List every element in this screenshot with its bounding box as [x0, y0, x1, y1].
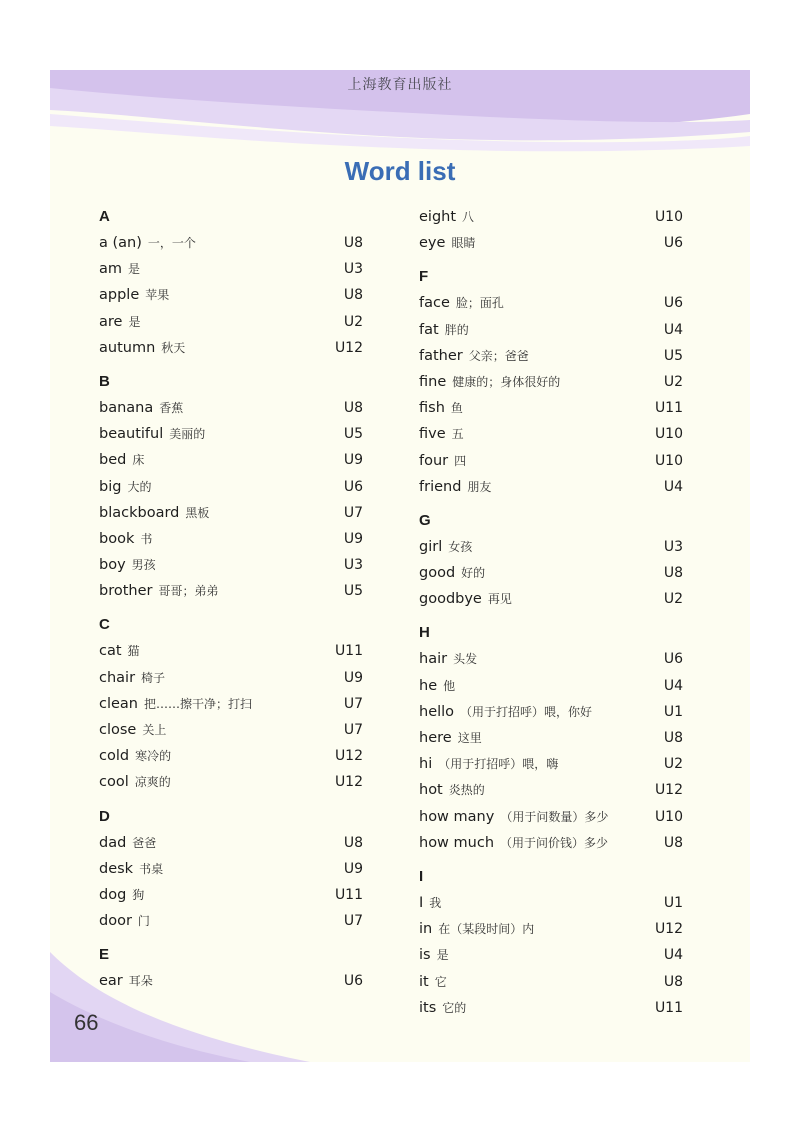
section-letter: D: [99, 807, 110, 825]
entry-word: apple: [99, 287, 140, 304]
entry-unit: U8: [663, 834, 683, 851]
entry-word: blackboard: [99, 504, 180, 521]
section-gap: [419, 856, 683, 864]
entry-meaning: 门: [137, 914, 150, 929]
entry-word: eye: [419, 235, 446, 252]
word-entry: [419, 777, 683, 803]
entry-unit: U7: [343, 722, 363, 738]
entry-word: I: [419, 894, 424, 911]
entry-word: hair: [419, 651, 448, 668]
entry-unit: U6: [663, 235, 683, 252]
word-entry: [99, 282, 363, 308]
word-entry: [419, 804, 683, 830]
entry-word: dad: [99, 834, 127, 851]
entry-word: good: [419, 565, 456, 582]
entry-word: how many: [419, 808, 495, 825]
word-entry: [99, 717, 363, 743]
word-entry: [99, 769, 363, 795]
entry-meaning: 爸爸: [132, 835, 157, 850]
entry-word: father: [419, 347, 463, 364]
word-entry: [419, 534, 683, 560]
entry-word: hello: [419, 703, 455, 720]
entry-meaning: 女孩: [448, 539, 473, 554]
entry-meaning: （用于问价钱）多少: [500, 835, 609, 850]
page-number: 66: [74, 1010, 99, 1035]
word-entry: [419, 942, 683, 968]
entry-unit: U10: [654, 426, 683, 443]
entry-meaning: 好的: [461, 566, 486, 581]
word-entry: [419, 230, 683, 256]
entry-unit: U5: [663, 347, 683, 364]
word-list-right-column: [419, 204, 683, 1021]
entry-unit: U4: [663, 478, 683, 495]
word-entry: [419, 421, 683, 447]
entry-word: ear: [99, 973, 123, 990]
word-entry: [419, 560, 683, 586]
entry-unit: U7: [343, 695, 363, 712]
entry-unit: U5: [343, 426, 363, 443]
entry-unit: U12: [654, 782, 683, 799]
entry-meaning: 鱼: [450, 401, 463, 416]
entry-word: four: [419, 452, 449, 469]
entry-word: dog: [99, 886, 127, 903]
entry-word: five: [419, 426, 446, 443]
entry-word: chair: [99, 669, 136, 686]
entry-unit: U8: [663, 730, 683, 746]
entry-meaning: 他: [443, 678, 456, 693]
word-entry: [99, 421, 363, 447]
section-gap: [99, 361, 363, 369]
word-entry: [419, 830, 683, 856]
entry-word: girl: [419, 538, 443, 555]
entry-unit: U10: [654, 209, 683, 225]
entry-word: fine: [419, 373, 447, 390]
entry-unit: U6: [343, 973, 363, 990]
word-entry: [99, 968, 363, 994]
word-entry: [419, 448, 683, 474]
entry-word: boy: [99, 557, 126, 574]
entry-meaning: 在（某段时间）内: [438, 922, 535, 937]
entry-meaning: 胖的: [444, 322, 469, 337]
entry-word: are: [99, 313, 123, 330]
section-letter: E: [99, 946, 110, 964]
entry-meaning: 美丽的: [169, 427, 206, 442]
word-entry: [419, 474, 683, 500]
entry-meaning: 书: [140, 531, 153, 546]
entry-unit: U10: [654, 808, 683, 825]
entry-word: cold: [99, 748, 130, 765]
word-entry: [99, 309, 363, 335]
entry-unit: U12: [334, 339, 363, 356]
word-entry: [419, 343, 683, 369]
entry-unit: U6: [343, 478, 363, 495]
word-entry: [99, 856, 363, 882]
entry-unit: U11: [334, 643, 363, 660]
word-entry: [99, 882, 363, 908]
entry-meaning: 把……擦干净；打扫: [144, 696, 253, 711]
entry-meaning: 椅子: [141, 670, 166, 685]
entry-meaning: 狗: [132, 887, 145, 902]
entry-meaning: 书桌: [139, 861, 164, 876]
entry-unit: U8: [663, 565, 683, 582]
word-entry: [99, 447, 363, 473]
entry-meaning: 凉爽的: [134, 775, 171, 790]
word-entry: [99, 665, 363, 691]
entry-unit: U11: [654, 400, 683, 417]
section-gap: [99, 604, 363, 612]
entry-word: close: [99, 722, 137, 738]
entry-unit: U2: [663, 373, 683, 390]
entry-meaning: 猫: [127, 644, 140, 659]
entry-unit: U12: [654, 921, 683, 938]
word-entry: [99, 830, 363, 856]
section-letter: H: [419, 624, 430, 642]
entry-meaning: 眼睛: [451, 236, 476, 251]
entry-unit: U10: [654, 452, 683, 469]
entry-word: here: [419, 730, 452, 746]
section-letter: F: [419, 268, 429, 286]
entry-unit: U8: [343, 834, 363, 851]
entry-word: fat: [419, 321, 439, 338]
entry-unit: U11: [334, 886, 363, 903]
word-entry: [419, 969, 683, 995]
entry-word: door: [99, 913, 132, 930]
section-gap: [419, 500, 683, 508]
entry-meaning: 它的: [442, 1000, 467, 1015]
section-letter: A: [99, 208, 110, 225]
entry-unit: U2: [343, 313, 363, 330]
word-entry: [419, 586, 683, 612]
entry-unit: U3: [343, 261, 363, 278]
entry-word: is: [419, 947, 431, 964]
entry-unit: U6: [663, 651, 683, 668]
entry-word: a (an): [99, 235, 142, 251]
entry-meaning: 寒冷的: [135, 749, 172, 764]
entry-unit: U12: [334, 748, 363, 765]
entry-word: desk: [99, 860, 134, 877]
entry-meaning: 黑板: [185, 505, 210, 520]
entry-unit: U7: [343, 913, 363, 930]
word-entry: [419, 290, 683, 316]
publisher-name: 上海教育出版社: [347, 77, 453, 93]
entry-meaning: 耳朵: [128, 974, 153, 989]
word-entry: [419, 890, 683, 916]
word-entry: [419, 204, 683, 230]
entry-unit: U5: [343, 583, 363, 600]
entry-word: hot: [419, 782, 443, 799]
word-entry: [99, 256, 363, 282]
entry-word: it: [419, 973, 429, 990]
word-entry: [99, 526, 363, 552]
entry-meaning: 床: [132, 453, 145, 468]
entry-meaning: 香蕉: [159, 400, 184, 415]
textbook-page: [50, 70, 750, 1062]
entry-word: bed: [99, 452, 127, 469]
entry-meaning: （用于问数量）多少: [500, 809, 609, 824]
word-entry: [99, 743, 363, 769]
word-entry: [99, 230, 363, 256]
page-title: Word list: [344, 156, 456, 186]
entry-unit: U2: [663, 756, 683, 773]
entry-word: friend: [419, 478, 462, 495]
section-gap: [419, 256, 683, 264]
entry-unit: U4: [663, 677, 683, 694]
entry-meaning: 苹果: [145, 288, 170, 303]
entry-meaning: 脸；面孔: [455, 296, 504, 311]
entry-unit: U1: [663, 703, 683, 720]
entry-word: hi: [419, 756, 433, 773]
entry-meaning: 炎热的: [448, 783, 485, 798]
word-entry: [419, 369, 683, 395]
entry-word: eight: [419, 209, 457, 225]
entry-meaning: 一，一个: [147, 236, 196, 250]
entry-word: banana: [99, 399, 154, 416]
word-entry: [99, 691, 363, 717]
entry-unit: U8: [663, 973, 683, 990]
entry-meaning: 是: [128, 314, 141, 329]
entry-unit: U9: [343, 530, 363, 547]
word-list-left-column: [99, 204, 363, 995]
entry-unit: U8: [343, 235, 363, 251]
entry-meaning: （用于打招呼）喂，你好: [460, 704, 593, 719]
word-entry: [99, 552, 363, 578]
entry-meaning: 这里: [457, 731, 482, 745]
word-entry: [419, 699, 683, 725]
entry-word: am: [99, 261, 123, 278]
entry-unit: U9: [343, 860, 363, 877]
entry-meaning: 八: [462, 210, 475, 224]
entry-unit: U7: [343, 504, 363, 521]
word-entry: [419, 751, 683, 777]
entry-meaning: 父亲；爸爸: [468, 348, 529, 363]
word-entry: [419, 673, 683, 699]
entry-unit: U9: [343, 669, 363, 686]
entry-word: face: [419, 295, 450, 312]
entry-unit: U3: [343, 557, 363, 574]
entry-meaning: 是: [436, 948, 449, 963]
entry-word: beautiful: [99, 426, 164, 443]
entry-word: how much: [419, 834, 495, 851]
entry-unit: U1: [663, 894, 683, 911]
entry-word: he: [419, 677, 438, 694]
entry-word: its: [419, 999, 437, 1016]
word-entry: [419, 725, 683, 751]
entry-word: fish: [419, 400, 445, 417]
entry-unit: U4: [663, 947, 683, 964]
word-entry: [99, 908, 363, 934]
entry-meaning: 是: [128, 262, 141, 277]
word-entry: [419, 646, 683, 672]
word-entry: [99, 578, 363, 604]
entry-word: goodbye: [419, 591, 482, 608]
word-entry: [419, 395, 683, 421]
section-letter: G: [419, 511, 431, 529]
entry-word: clean: [99, 695, 138, 712]
entry-meaning: 健康的；身体很好的: [452, 374, 561, 389]
entry-meaning: 秋天: [161, 340, 186, 355]
entry-unit: U2: [663, 591, 683, 608]
word-entry: [99, 335, 363, 361]
entry-word: cool: [99, 774, 129, 791]
word-entry: [419, 916, 683, 942]
entry-meaning: 五: [451, 427, 464, 442]
entry-meaning: （用于打招呼）喂，嗨: [438, 757, 559, 772]
entry-meaning: 它: [434, 974, 447, 989]
entry-unit: U9: [343, 452, 363, 469]
entry-word: big: [99, 478, 122, 495]
entry-unit: U6: [663, 295, 683, 312]
entry-word: autumn: [99, 339, 156, 356]
entry-unit: U11: [654, 999, 683, 1016]
section-letter: I: [419, 867, 424, 885]
entry-meaning: 哥哥；弟弟: [158, 584, 219, 599]
section-gap: [99, 796, 363, 804]
entry-unit: U8: [343, 399, 363, 416]
entry-meaning: 大的: [127, 479, 152, 494]
entry-meaning: 朋友: [467, 479, 492, 494]
entry-meaning: 四: [454, 453, 467, 468]
entry-unit: U3: [663, 538, 683, 555]
entry-unit: U8: [343, 287, 363, 304]
section-letter: C: [99, 616, 110, 634]
section-letter: B: [99, 372, 110, 390]
entry-meaning: 男孩: [131, 558, 156, 573]
entry-meaning: 我: [429, 895, 442, 910]
entry-word: in: [419, 921, 433, 938]
word-entry: [419, 317, 683, 343]
entry-meaning: 头发: [453, 652, 478, 667]
entry-meaning: 再见: [487, 592, 512, 607]
word-entry: [419, 995, 683, 1021]
section-gap: [419, 612, 683, 620]
section-gap: [99, 934, 363, 942]
word-entry: [99, 638, 363, 664]
word-entry: [99, 500, 363, 526]
entry-meaning: 关上: [142, 723, 167, 737]
entry-unit: U4: [663, 321, 683, 338]
entry-unit: U12: [334, 774, 363, 791]
word-entry: [99, 395, 363, 421]
entry-word: book: [99, 530, 135, 547]
word-entry: [99, 474, 363, 500]
entry-word: brother: [99, 583, 153, 600]
entry-word: cat: [99, 643, 122, 660]
